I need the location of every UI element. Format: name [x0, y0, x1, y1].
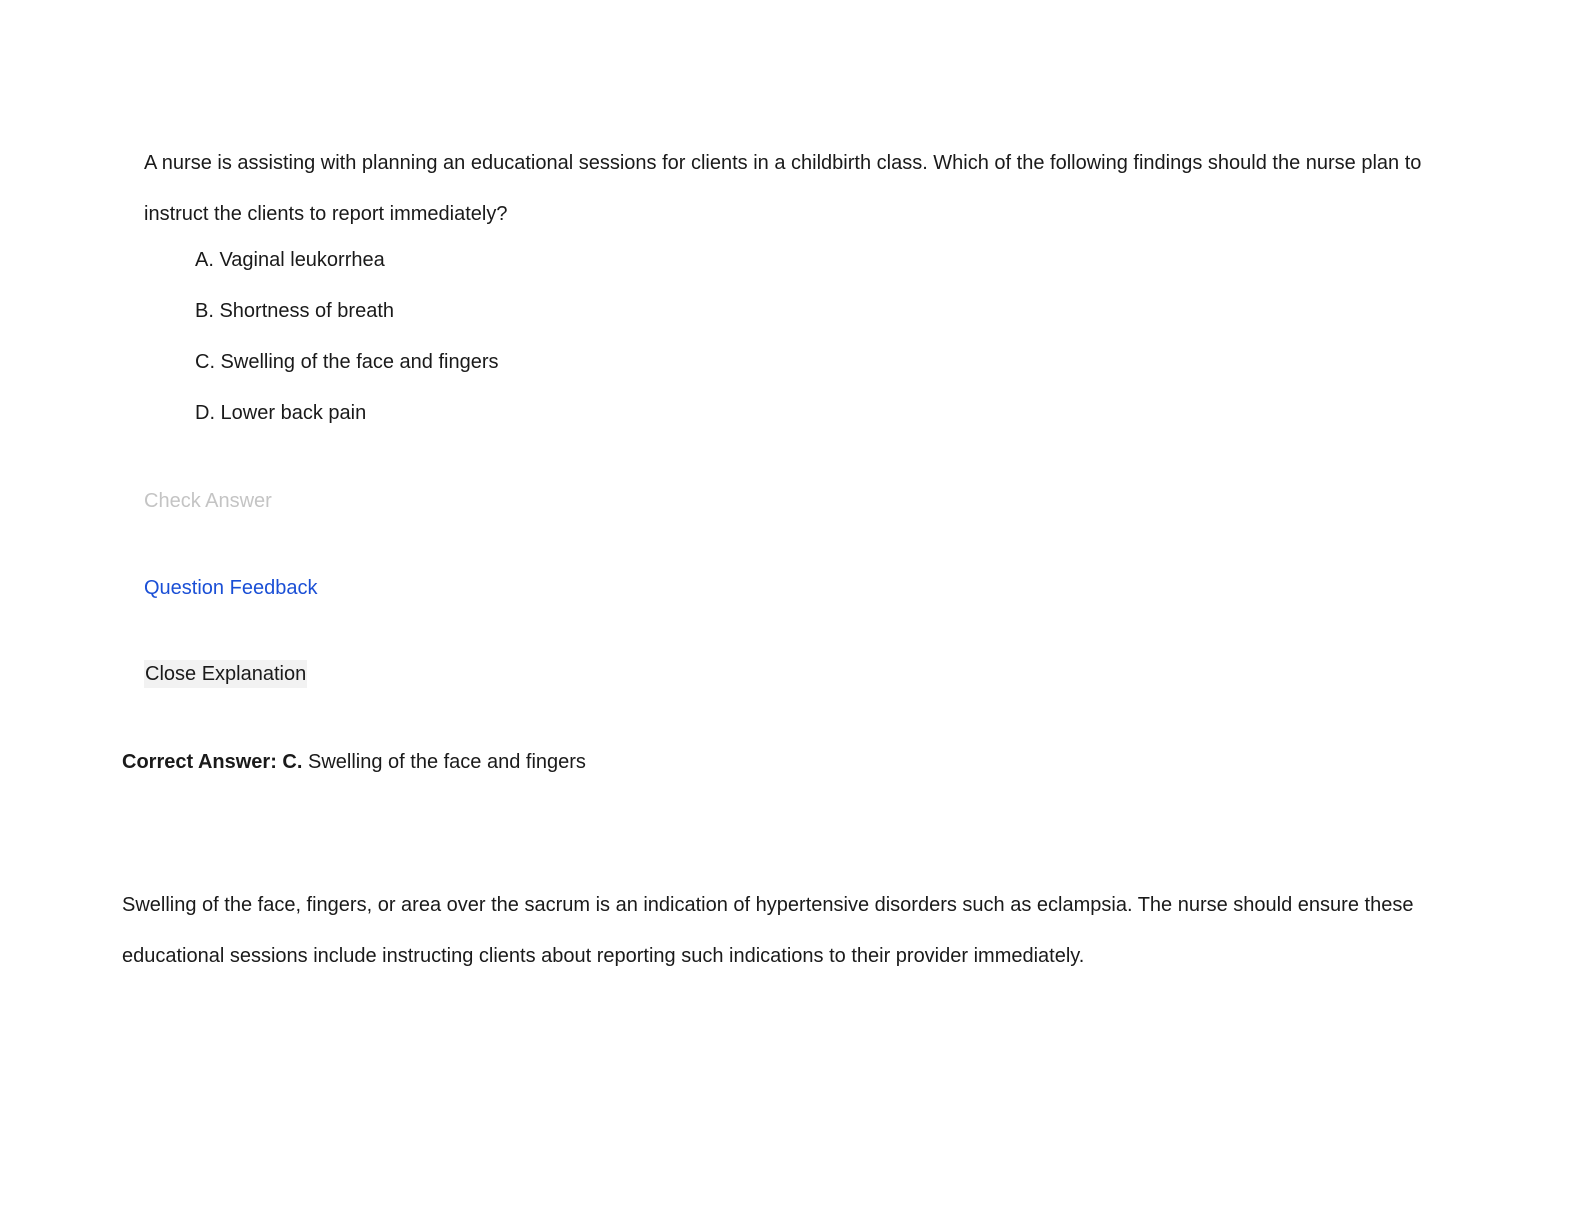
correct-answer-label: Correct Answer: C.: [122, 751, 303, 773]
check-answer-button[interactable]: Check Answer: [144, 490, 272, 512]
option-d[interactable]: D. Lower back pain: [195, 402, 367, 424]
close-explanation-button[interactable]: Close Explanation: [144, 660, 307, 688]
answer-options: [195, 235, 499, 439]
option-a[interactable]: A. Vaginal leukorrhea: [195, 249, 385, 271]
option-c[interactable]: C. Swelling of the face and fingers: [195, 351, 499, 373]
question-feedback-link[interactable]: Question Feedback: [144, 577, 318, 599]
explanation-text: Swelling of the face, fingers, or area over the sacrum is an indication of hypertensive disorders such as eclampsia. The nurse should ensure these educational sessions include instructing clients about reporting such indications to their provider immediately.: [122, 894, 1414, 967]
correct-answer-text: Swelling of the face and fingers: [307, 751, 586, 773]
question-text: A nurse is assisting with planning an educational sessions for clients in a childbirth class. Which of the following findings should the nurse plan to instruct the clients to report immediately?: [144, 152, 1422, 225]
correct-answer: [122, 747, 586, 777]
option-b[interactable]: B. Shortness of breath: [195, 300, 395, 322]
